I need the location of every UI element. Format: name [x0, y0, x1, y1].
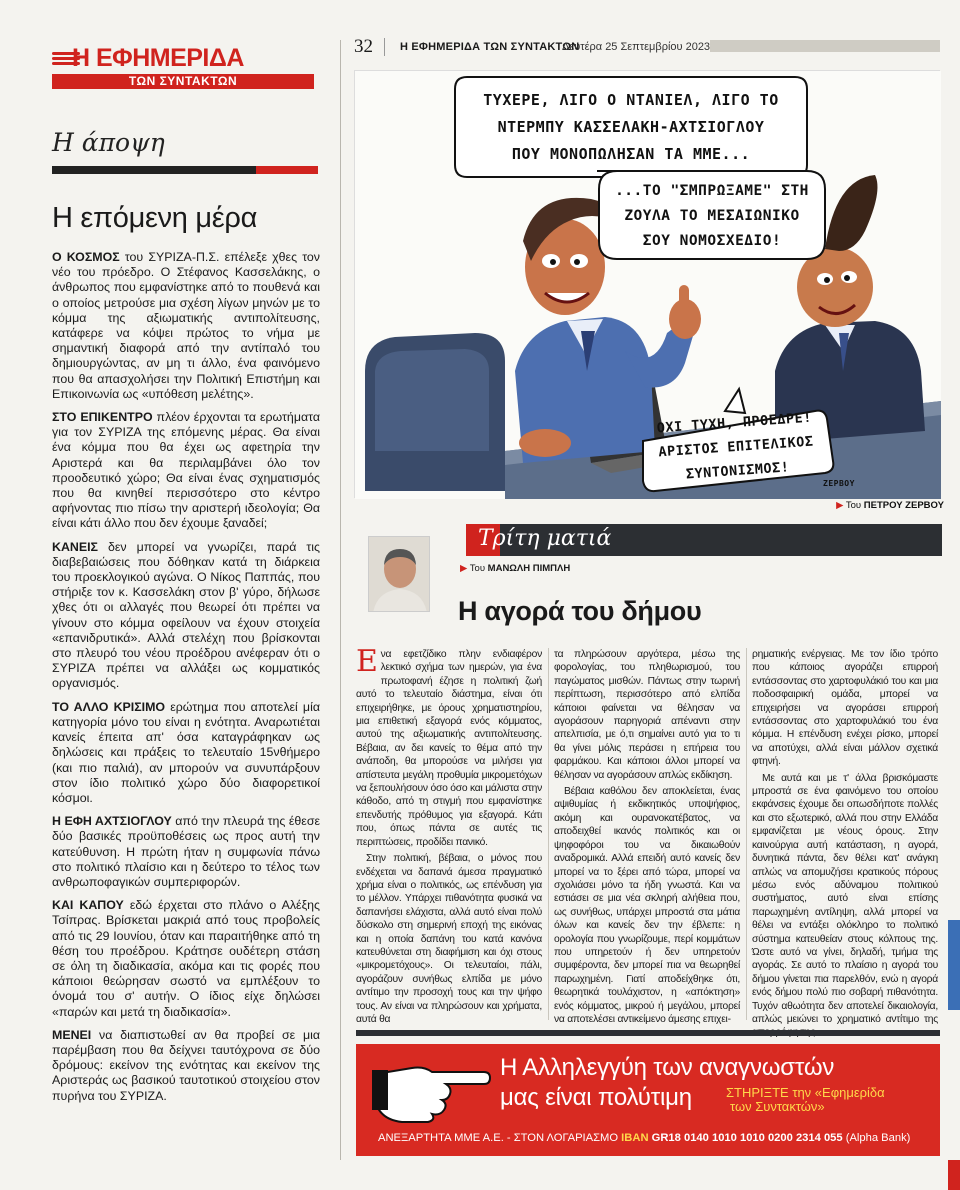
column-paragraph: τα πληρώσουν αργότερα, μέσω της φορολογίας, του πληθωρισμού, του παγώματος μισθών. Πάντως στην τωρινή περίπτωση, περισσότερο από ελπίδα κάποιοι φαίνεται να θέλησαν να αγοράσουν παρηγοριά απέναντι στην απελπισία, με ό,τι σημαίνει αυτό για το τι θα γίνει μόλις περάσει η επήρεια του φαρμάκου. Και κάποιοι άλλοι μπορεί να θέλησαν να αγοράσουν απλώς εκδίκηση. [554, 649, 740, 781]
page-header-line [354, 34, 944, 62]
header-bar [710, 40, 940, 52]
section-title: Τρίτη ματιά [478, 526, 612, 551]
column-paragraph: Ενα εφετζίδικο πλην ενδιαφέρον λεκτικό σχήμα των ημερών, για ένα πρωτοφανή έζησε η πολιτική ζωή αυτό το τελευταίο διάστημα, είναι ότι επιχειρήθηκε, με όρους χρηματιστηρίου, μια επιθετική εξαγορά ενός κόμματος, αυτού της αξιωματικής αντιπολίτευσης. Βέβαια, αν δει κανείς το θέμα από την ανάποδη, θα μπορούσε να μιλήσει για απίστευτα μεγάλη προθυμία μικρομετόχων να ξεπουλήσουν όσο όσο και μάλιστα στην κάθοδο, από τη στιγμή που εμφανίστηκε επενδυτής πρόθυμος για εξαγορά. Κάτι που, όπως πάντα σε αυτές τις περιπτώσεις, προδίδει πανικό. [356, 644, 542, 848]
page-number: 32 [354, 36, 373, 57]
column-paragraph: Με αυτά και με τ' άλλα βρισκόμαστε μπροστά σε ένα φαινόμενο του οποίου εκφάνσεις έχουμε δει οπωσδήποτε πολλές και στο εξωτερικό, αλλά που στην Ελλάδα εμφανίζεται με νέους όρους. Στην καινούργια αυτή κατάσταση, η αγορά, δυνητικά πάντα, δεν θέλει κατ' ανάγκη απλώς να απομυζήσει κρατικούς πόρους μέσω ενός αδύναμου πολιτικού συστήματος, αυτό είναι επίσης παρωχημένη αντίληψη, αλλά μπορεί να θέλει να εντάξει ολόκληρο το πολιτικό σύστημα κατευθείαν στους κόλπους της. Ώστε αυτό να γίνει, δηλαδή, τμήμα της αγοράς. Σε αυτό το πλαίσιο η αγορά του δήμου γίνεται πια παρελθόν, ενώ η αγορά ενός δήμου πολύ πιο σοβαρή πιθανότητα. Τυχόν αθωότητα δεν αποτελεί δικαιολογία, απλώς μειώνει το χρηματικό αντίτιμο της [752, 772, 938, 1025]
section-divider [52, 166, 318, 174]
speech-bubble-middle: ...ΤΟ "ΣΜΠΡΩΞΑΜΕ" ΣΤΗ ΖΟΥΛΑ ΤΟ ΜΕΣΑΙΩΝΙΚΟ ΣΟΥ ΝΟΜΟΣΧΕΔΙΟ! [615, 183, 809, 249]
paper-name: Η ΕΦΗΜΕΡΙΔΑ ΤΩΝ ΣΥΝΤΑΚΤΩΝ [400, 41, 580, 53]
text-column [554, 648, 740, 1029]
editorial-paragraph: ΚΑΙ ΚΑΠΟΥ εδώ έρχεται στο πλάνο ο Αλέξης Τσίπρας. Βρίσκεται μακριά από τους προβολείς από τις 29 Ιουνίου, όταν και παραιτήθηκε από τη θέση του προέδρου. Κράτησε ουδέτερη στάση σε όλη τη διαδικασία, ακόμα και τις φορές που κάποιοι θεώρησαν σωστό να εμπλέξουν το όνομά του σ' αυτήν. Ο ίδιος είχε δηλώσει «παρών και μετά τη διαδικασία». [52, 898, 320, 1019]
editorial-paragraph: Η ΕΦΗ ΑΧΤΣΙΟΓΛΟΥ από την πλευρά της έθεσε δύο βασικές προϋποθέσεις ως προς αυτή την κατεύθυνση. Η πρώτη ήταν η συμφωνία πάνω στο πολιτικό πλαίσιο και η δεύτερο το τέλος των ανθρωποφαγικών συμπεριφορών. [52, 814, 320, 889]
speech-bubble-bottom: ΟΧΙ ΤΥΧΗ, ΠΡΟΕΔΡΕ! ΑΡΙΣΤΟΣ ΕΠΙΤΕΛΙΚΟΣ ΣΥΝΤΟΝΙΣΜΟΣ! [656, 409, 815, 483]
arrow-icon: ▶ [836, 500, 844, 511]
text-column [752, 648, 938, 1043]
issue-date: Δευτέρα 25 Σεπτεμβρίου 2023 [562, 41, 711, 53]
column-title: Η αγορά του δήμου [458, 596, 702, 626]
editorial-paragraph: Ο ΚΟΣΜΟΣ του ΣΥΡΙΖΑ-Π.Σ. επέλεξε χθες τον νέο του πρόεδρο. Ο Στέφανος Κασσελάκης, ο άνθρωπος που εμφανίστηκε από το πουθενά και ο οποίος μετρούσε μια σχέση λίγων μηνών με το κόμμα της αξιωματικής αντιπολίτευσης, κατάφερε να κόψει πρώτος το νήμα με σημαντική διαφορά από την αντίπαλό του δημιουργώντας, αν μη τι άλλο, ένα φαινόμενο που θα απασχολήσει την Πολιτική Επιστήμη και Επικοινωνία ως «υπόθεση μελέτης». [52, 250, 321, 401]
column-divider [340, 40, 341, 1160]
ad-support-text: ΣΤΗΡΙΞΤΕ την «Εφημερίδα των Συντακτών» [726, 1085, 885, 1114]
pointing-hand-icon [372, 1054, 492, 1124]
page-edge-marker [948, 920, 960, 1010]
column-paragraph: Στην πολιτική, βέβαια, ο μόνος που ενδέχεται να δαπανά άμεσα πραγματικό χρήμα είναι ο πολιτικός, ως επένδυση για το μέλλον. Υπάρχει πιθανότητα φυσικά να δαπανήσει ελάχιστα, αλλά αυτό είναι πολύ δύσκολο στη σημερινή εποχή της εικόνας και η οποία δαπάνη του κατά κανόνα κατευθύνεται στη διαφήμιση και όχι στους «μικρομετόχους». Οι τελευταίοι, πάλι, αγοράζουν συνήθως ελπίδα με μόνο αντίτιμο την προσοχή τους και την ψήφο τους. Αν είναι να πληρώσουν και χρήματα, αυτά θα [356, 853, 542, 1025]
column-paragraph: Βέβαια καθόλου δεν αποκλείεται, ένας αψιθυμίας ή εκδικητικός υποψήφιος, ακόμη και ουρανοκατέβατος, να αποδειχθεί ικανός πολιτικός και οι ψηφοφόροι του να δικαιωθούν αναδρομικά. Αλλά επειδή αυτό κανείς δεν μπορεί να το ξέρει από τώρα, μπορεί να σχολιάσει μόνο τα ήδη γνωστά. Και να εστιάσει σε μια νέα σκληρή αλήθεια που, ως συνήθως, υπάρχει μπροστά στα μάτια όλων και κανείς δεν την έβλεπε: η ορολογία που γνωρίζουμε, περί κομμάτων που υπηρετούν ή δεν υπηρετούν συμφέροντα, δεν μπορεί πια να θεωρηθεί παρωχημένη. Γιατί αποδείχθηκε ότι, θεωρητικά τουλάχιστον, η «απόκτηση» ενός κόμματος, μικρού ή μεγάλου, μπορεί να αποτελέσει αντικείμενο άμεσης επιχει- [554, 786, 740, 1025]
editorial-body [52, 250, 320, 1112]
section-header [466, 524, 942, 556]
political-cartoon [354, 70, 940, 498]
footer-rule [356, 1030, 940, 1036]
drop-cap: Ε [356, 644, 378, 679]
editorial-paragraph: ΚΑΝΕΙΣ δεν μπορεί να γνωρίζει, παρά τις διαβεβαιώσεις που δόθηκαν κατά τη διάρκεια του προεκλογικού αγώνα. Ο Νίκος Παππάς, που στήριξε τον κ. Κασσελάκη στον β' γύρο, δήλωσε χθες ότι οι αλλαγές που θεωρεί ότι πρέπει να γίνουν στο κόμμα οφείλουν να έχουν στοιχεία «επανιδρυτικά». Αλλά στελέχη που βρίσκονται στο πλευρό του νέου προέδρου ανέφεραν ότι ο ΣΥΡΙΖΑ πρέπει να αλλάξει ως κομματικός οργανισμός. [52, 539, 320, 691]
author-portrait [368, 536, 430, 612]
ad-headline: Η Αλληλεγγύη των αναγνωστών [500, 1054, 835, 1081]
editorial-column [52, 40, 324, 1170]
editorial-paragraph: ΣΤΟ ΕΠΙΚΕΝΤΡΟ πλέον έρχονται τα ερωτήματα για τον ΣΥΡΙΖΑ της επόμενης μέρας. Θα είναι ένα κόμμα που θα έχει ως αφετηρία την Αριστερά και θα περιλαμβάνει όλο τον προοδευτικό χώρο; Θα είναι ένας σχηματισμός που θα κινηθεί περισσότερο στο κέντρο αφήνοντας πιο πίσω την αριστερή ιδεολογία; Θα είναι κάτι άλλο που δεν έχουμε ξαναδεί; [52, 410, 320, 531]
logo-main-text: Η ΕΦΗΜΕΡΙΔΑ [72, 44, 244, 72]
editorial-paragraph: ΜΕΝΕΙ να διαπιστωθεί αν θα προβεί σε μια παρέμβαση που θα δείχνει ταυτόχρονα σε δύο δρόμους: εκείνον της ενότητας και εκείνον της Αριστεράς ως βασικού ταυτοτικού στοιχείου στον πυρήνα του ΣΥΡΙΖΑ. [52, 1027, 320, 1103]
masthead-logo [52, 40, 314, 90]
cartoon-signature: ΖΕΡΒΟΥ [823, 479, 855, 488]
editorial-paragraph: ΤΟ ΑΛΛΟ ΚΡΙΣΙΜΟ ερώτημα που αποτελεί μία κατηγορία μόνο του είναι η ενότητα. Αναρωτιέται κανείς έπειτα απ' όσα καταγράφηκαν ως δηλώσεις και πράξεις το τελευταίο 15νθήμερο (και πιο παλιά), αν μπορούν να συνυπάρξουν στον ίδιο πολιτικό χώρο δύο διαφορετικοί κόσμοι. [52, 699, 320, 805]
ad-bank-details: ΑΝΕΞΑΡΤΗΤΑ ΜΜΕ Α.Ε. - ΣΤΟΝ ΛΟΓΑΡΙΑΣΜΟ IBAN GR18 0140 1010 1010 0200 2314 055 (Alpha Bank) [378, 1132, 911, 1144]
text-column [356, 644, 542, 1029]
ad-headline-2: μας είναι πολύτιμη [500, 1084, 692, 1111]
cartoon-credit: ▶ Του ΠΕΤΡΟΥ ΖΕΡΒΟΥ [836, 500, 944, 511]
arrow-icon: ▶ [460, 563, 468, 574]
logo-sub-text: ΤΩΝ ΣΥΝΤΑΚΤΩΝ [52, 74, 314, 89]
column-paragraph: ρηματικής ενέργειας. Με τον ίδιο τρόπο που κάποιος αγοράζει επιρροή εντάσσοντας στο χαρτοφυλάκιό του και μια ποδοσφαιρική ομάδα, μπορεί να επιχειρήσει να αγοράσει επιρροή εντάσσοντας στο χαρτοφυλάκιό του ένα κόμμα. Η επένδυση ενέχει ρίσκο, μπορεί να αποτύχει, αλλά είναι μάλλον σχετικά φτηνή. [752, 649, 938, 768]
section-label: Η άποψη [52, 128, 165, 157]
editorial-headline: Η επόμενη μέρα [52, 202, 258, 234]
page-edge-marker [948, 1160, 960, 1190]
column-author: ▶ Του ΜΑΝΩΛΗ ΠΙΜΠΛΗ [460, 563, 571, 574]
solidarity-ad [356, 1044, 940, 1156]
speech-bubble-top: ΤΥΧΕΡΕ, ΛΙΓΟ Ο ΝΤΑΝΙΕΛ, ΛΙΓΟ ΤΟ ΝΤΕΡΜΠΥ ΚΑΣΣΕΛΑΚΗ-ΑΧΤΣΙΟΓΛΟΥ ΠΟΥ ΜΟΝΟΠΩΛΗΣΑΝ ΤΑ ΜΜΕ... [483, 91, 779, 163]
